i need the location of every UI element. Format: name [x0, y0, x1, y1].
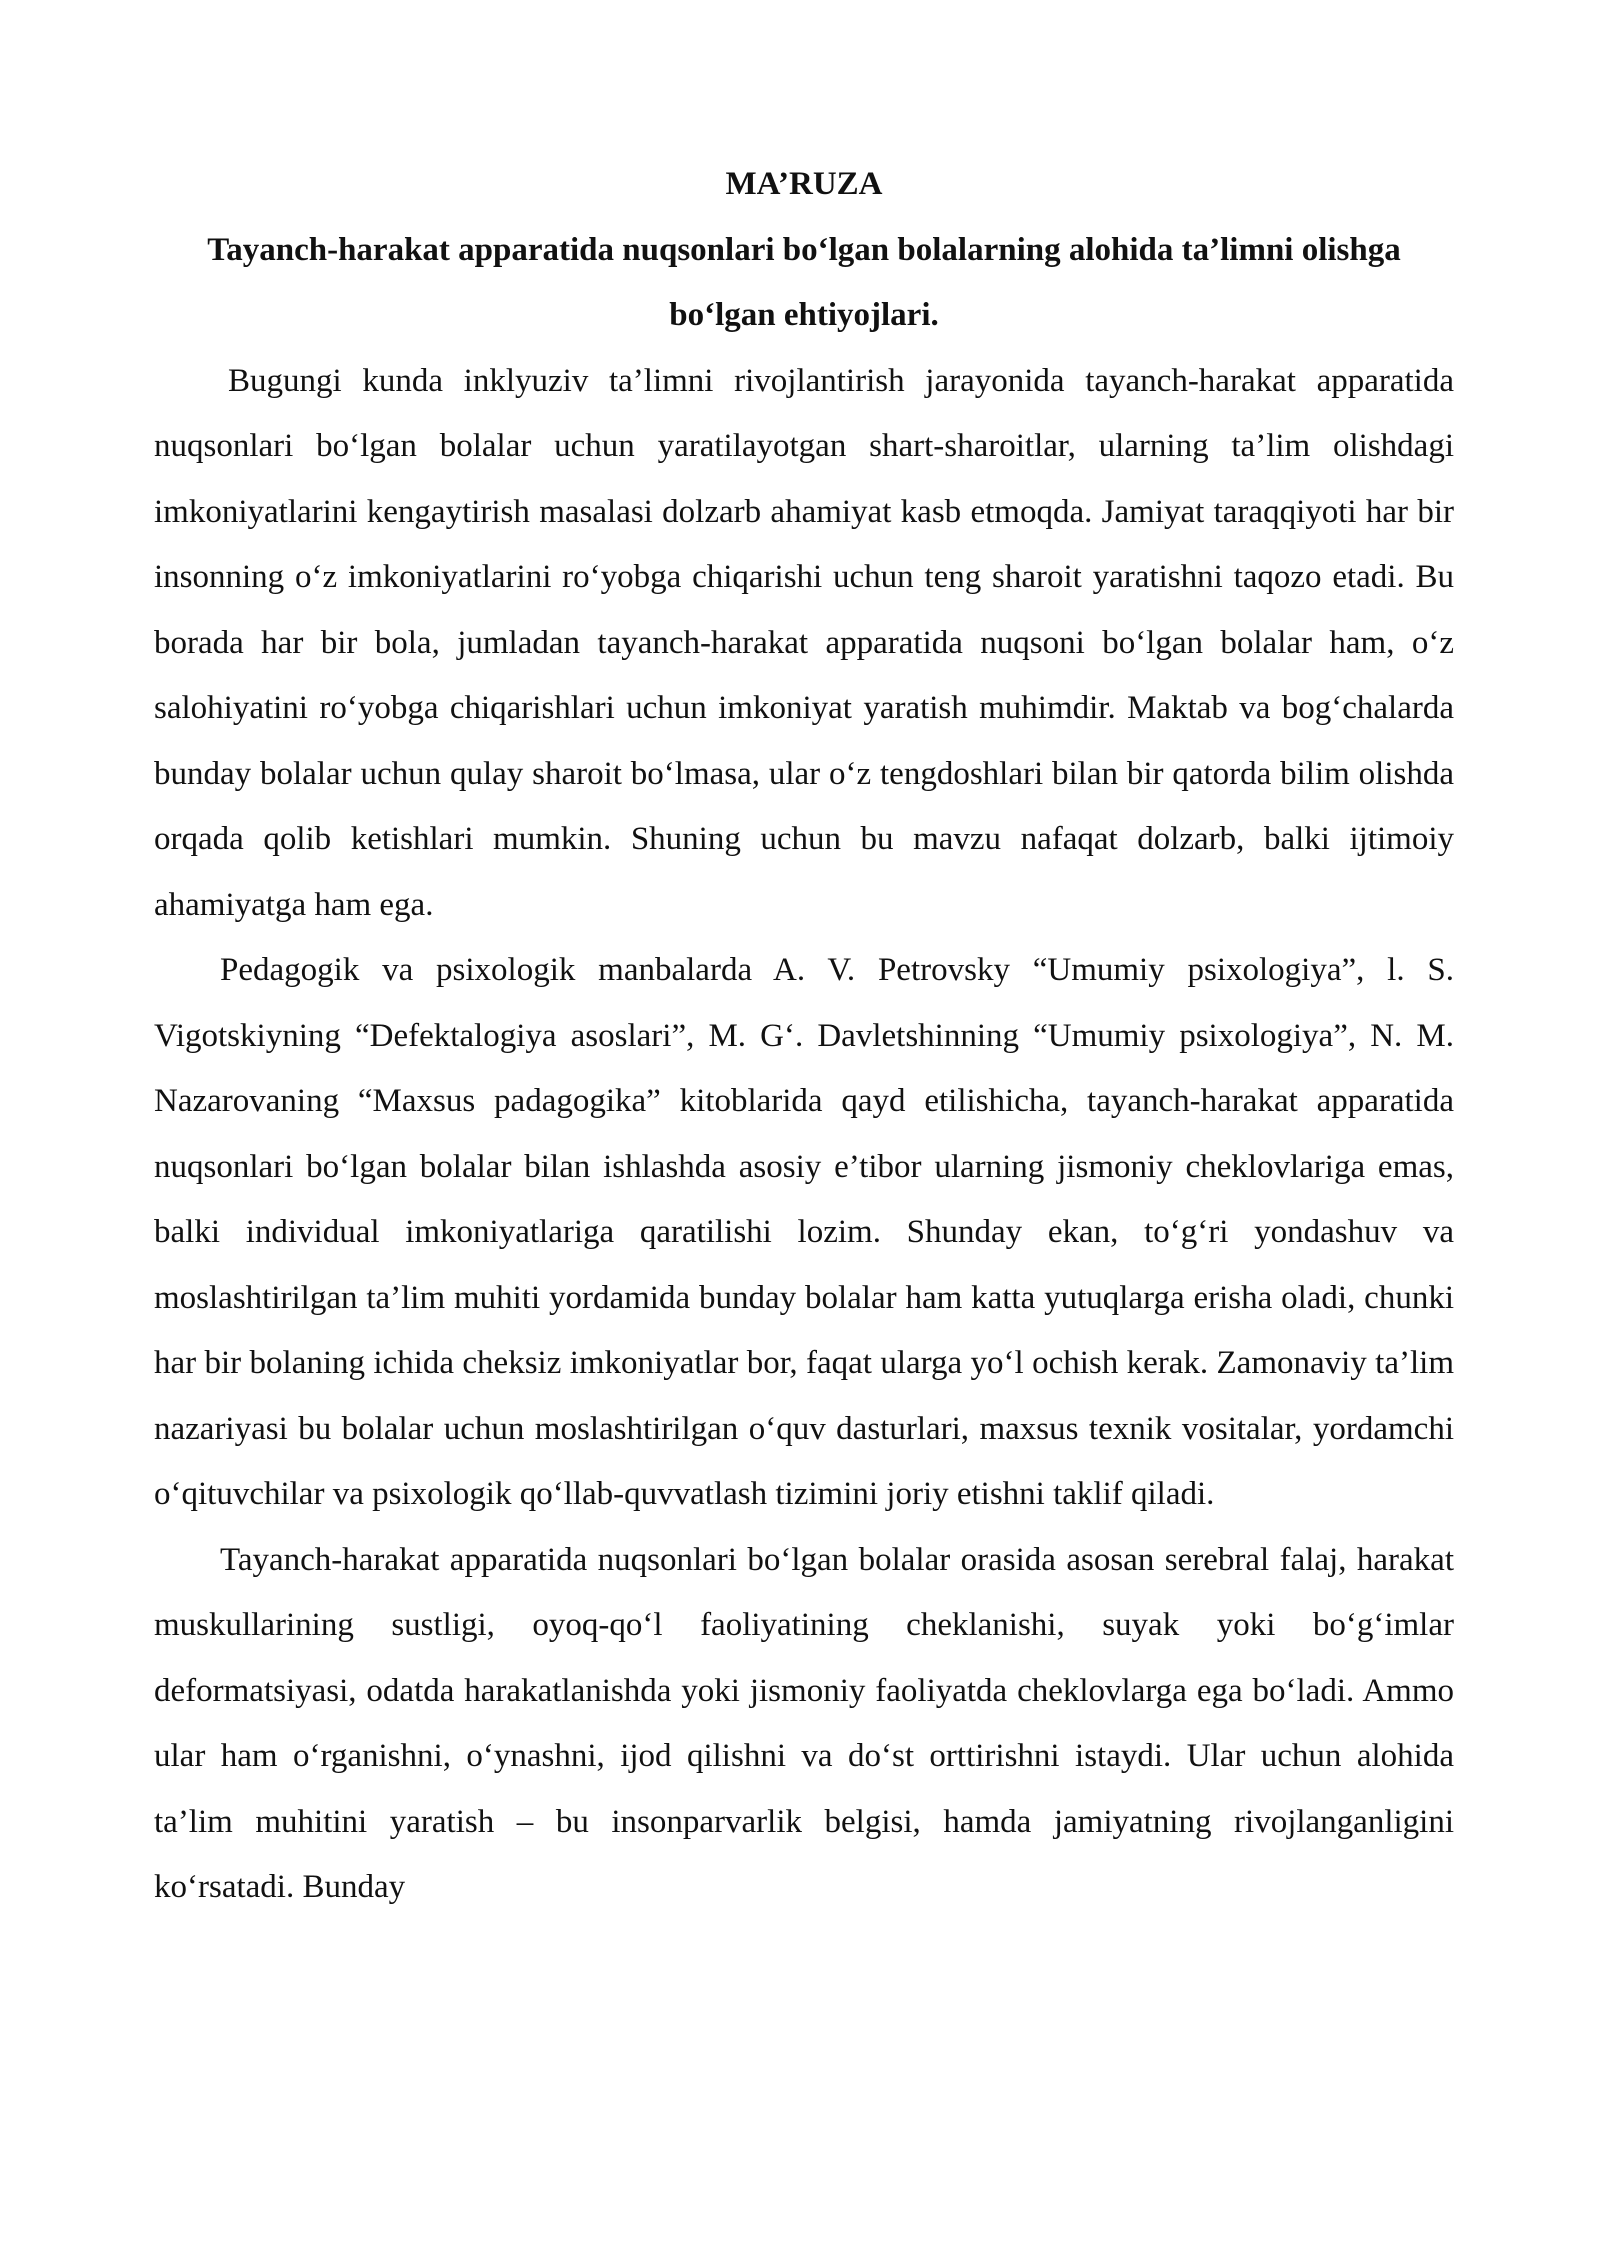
paragraph-1: Bugungi kunda inklyuziv ta’limni rivojlantirish jarayonida tayanch-harakat apparatida nuqsonlari bo‘lgan bolalar uchun yaratilayotgan shart-sharoitlar, ularning ta’lim olishdagi imkoniyatlarini kengaytirish masalasi dolzarb ahamiyat kasb etmoqda. Jamiyat taraqqiyoti har bir insonning o‘z imkoniyatlarini ro‘yobga chiqarishi uchun teng sharoit yaratishni taqozo etadi. Bu borada har bir bola, jumladan tayanch-harakat apparatida nuqsoni bo‘lgan bolalar ham, o‘z salohiyatini ro‘yobga chiqarishlari uchun imkoniyat yaratish muhimdir. Maktab va bog‘chalarda bunday bolalar uchun qulay sharoit bo‘lmasa, ular o‘z tengdoshlari bilan bir qatorda bilim olishda orqada qolib ketishlari mumkin. Shuning uchun bu mavzu nafaqat dolzarb, balki ijtimoiy ahamiyatga ham ega.: [154, 362, 1454, 923]
document-subtitle: Tayanch-harakat apparatida nuqsonlari bo‘lgan bolalarning alohida ta’limni olishga bo‘lgan ehtiyojlari.: [207, 231, 1401, 333]
paragraph-2: Pedagogik va psixologik manbalarda A. V. Petrovsky “Umumiy psixologiya”, l. S. Vigotskiyning “Defektalogiya asoslari”, M. G‘. Davletshinning “Umumiy psixologiya”, N. M. Nazarovaning “Maxsus padagogika” kitoblarida qayd etilishicha, tayanch-harakat apparatida nuqsonlari bo‘lgan bolalar bilan ishlashda asosiy e’tibor ularning jismoniy cheklovlariga emas, balki individual imkoniyatlariga qaratilishi lozim. Shunday ekan, to‘g‘ri yondashuv va moslashtirilgan ta’lim muhiti yordamida bunday bolalar ham katta yutuqlarga erisha oladi, chunki har bir bolaning ichida cheksiz imkoniyatlar bor, faqat ularga yo‘l ochish kerak. Zamonaviy ta’lim nazariyasi bu bolalar uchun moslashtirilgan o‘quv dasturlari, maxsus texnik vositalar, yordamchi o‘qituvchilar va psixologik qo‘llab-quvvatlash tizimini joriy etishni taklif qiladi.: [154, 952, 1454, 1512]
paragraph-3: Tayanch-harakat apparatida nuqsonlari bo‘lgan bolalar orasida asosan serebral falaj, harakat muskullarining sustligi, oyoq-qo‘l faoliyatining cheklanishi, suyak yoki bo‘g‘imlar deformatsiyasi, odatda harakatlanishda yoki jismoniy faoliyatda cheklovlarga ega bo‘ladi. Ammo ular ham o‘rganishni, o‘ynashni, ijod qilishni va do‘st orttirishni istaydi. Ular uchun alohida ta’lim muhitini yaratish – bu insonparvarlik belgisi, hamda jamiyatning rivojlanganligini ko‘rsatadi. Bunday: [154, 1541, 1454, 1905]
document-title: MA’RUZA: [725, 166, 883, 202]
document-body: [154, 152, 1454, 1921]
